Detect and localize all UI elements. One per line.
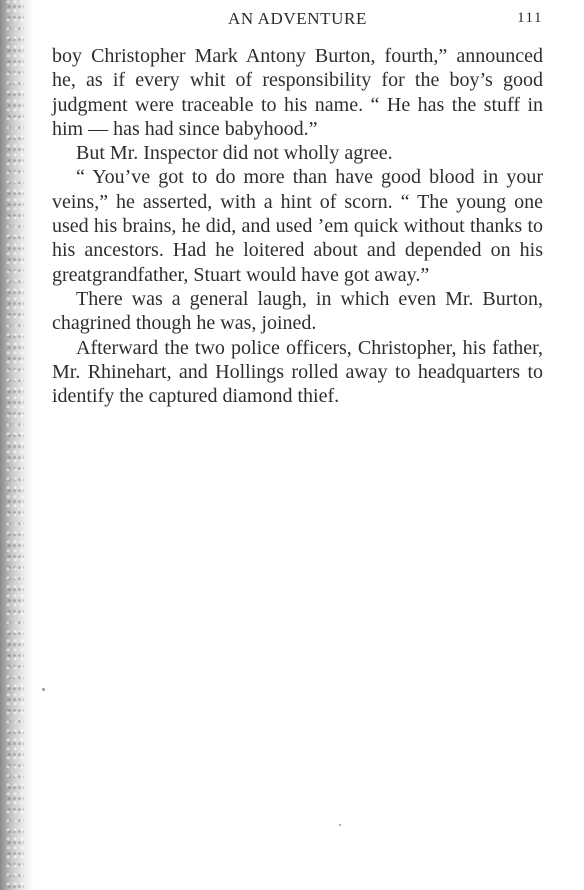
- body-text: [52, 44, 543, 408]
- page-number: 111: [517, 10, 543, 26]
- paragraph: But Mr. Inspector did not wholly agree.: [76, 142, 393, 165]
- paper-speck: [339, 824, 341, 826]
- paragraph: “ You’ve got to do more than have good blood in your veins,” he asserted, with a hint of scorn. “ The young one used his brains, he did, and used ’em quick without thanks to his ancestors. Had he loitered about and depended on his greatgrandfather, Stuart would have got away.”: [52, 166, 543, 286]
- page-gutter-shadow: [0, 0, 34, 890]
- running-title: AN ADVENTURE: [228, 9, 367, 28]
- paper-speck: [42, 688, 45, 691]
- paragraph: There was a general laugh, in which even Mr. Burton, chagrined though he was, joined.: [52, 287, 543, 335]
- paragraph: Afterward the two police officers, Christopher, his father, Mr. Rhinehart, and Hollings rolled away to headquarters to identify the captured diamond thief.: [52, 336, 543, 408]
- paragraph-continuation: boy Christopher Mark Antony Burton, fourth,” announced he, as if every whit of responsibility for the boy’s good judgment were traceable to his name. “ He has the stuff in him — has had since babyhood.”: [52, 45, 543, 140]
- running-head: [52, 9, 543, 33]
